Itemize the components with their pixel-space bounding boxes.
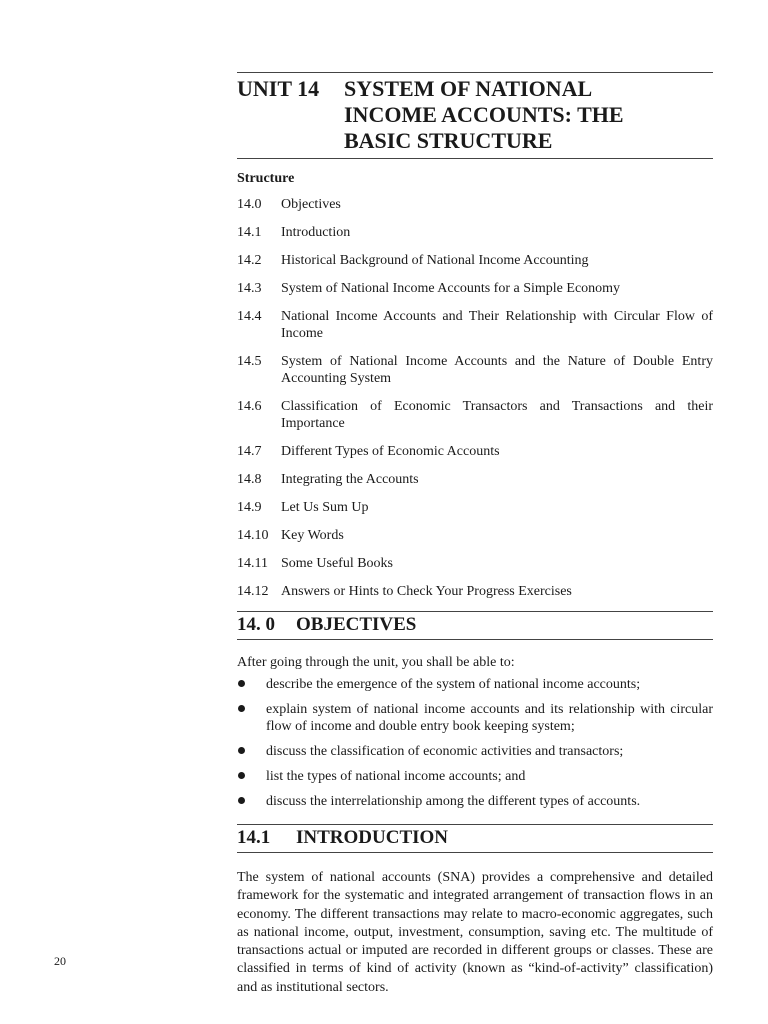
toc-item [237, 471, 713, 488]
bullet-icon [237, 743, 266, 760]
toc-text: System of National Income Accounts and the Nature of Double Entry Accounting System [281, 354, 713, 386]
list-item [237, 793, 713, 810]
toc-text: Key Words [281, 528, 344, 543]
toc-text: Different Types of Economic Accounts [281, 444, 500, 459]
page-number: 20 [54, 954, 66, 968]
toc-number: 14.6 [237, 399, 262, 414]
introduction-paragraph: The system of national accounts (SNA) provides a comprehensive and detailed framework for the systematic and integrated arrangement of transaction flows in an economy. The different transactions may relate to macro-economic aggregates, such as national income, output, investment, consumption, saving etc. The multitude of transactions actual or imputed are recorded in different groups or classes. These are classified in terms of kind of activity (known as “kind-of-activity” classification) and as institutional sectors. [237, 870, 713, 995]
toc-text: National Income Accounts and Their Relationship with Circular Flow of Income [281, 309, 713, 341]
toc-number: 14.5 [237, 354, 262, 369]
list-item [237, 676, 713, 693]
unit-title-line: BASIC STRUCTURE [344, 128, 553, 153]
toc-item [237, 443, 713, 460]
toc-number: 14.8 [237, 472, 262, 487]
bullet-text: discuss the interrelationship among the different types of accounts. [266, 794, 641, 809]
page-content [237, 72, 713, 997]
toc-item [237, 398, 713, 432]
bullet-text: list the types of national income accounts; and [266, 769, 526, 784]
list-item [237, 701, 713, 735]
toc-item [237, 527, 713, 544]
structure-heading: Structure [237, 171, 295, 186]
list-item [237, 743, 713, 760]
bullet-text: discuss the classification of economic activities and transactors; [266, 744, 624, 759]
toc-item [237, 499, 713, 516]
objectives-list [237, 676, 713, 810]
objectives-heading [237, 611, 713, 640]
unit-title-line: SYSTEM OF NATIONAL [344, 76, 593, 101]
toc-item [237, 224, 713, 241]
bullet-text: explain system of national income accounts and its relationship with circular flow of income and double entry book keeping system; [266, 702, 713, 734]
toc-text: Let Us Sum Up [281, 500, 369, 515]
toc-number: 14.9 [237, 500, 262, 515]
toc-item [237, 555, 713, 572]
toc-number: 14.1 [237, 225, 262, 240]
bullet-icon [237, 701, 266, 735]
toc-text: Historical Background of National Income Accounting [281, 253, 589, 268]
toc-number: 14.7 [237, 444, 262, 459]
section-title: INTRODUCTION [296, 827, 449, 848]
toc-item [237, 353, 713, 387]
bullet-icon [237, 793, 266, 810]
toc-item [237, 308, 713, 342]
toc-text: Classification of Economic Transactors and Transactions and their Importance [281, 399, 713, 431]
list-item [237, 768, 713, 785]
toc-item [237, 583, 713, 600]
bullet-icon [237, 768, 266, 785]
toc-text: Objectives [281, 197, 341, 212]
table-of-contents [237, 196, 713, 600]
introduction-heading [237, 824, 713, 853]
unit-header [237, 72, 713, 159]
unit-title [344, 76, 624, 154]
unit-title-line: INCOME ACCOUNTS: THE [344, 102, 624, 127]
section-number: 14. 0 [237, 614, 275, 635]
toc-item [237, 196, 713, 213]
toc-item [237, 280, 713, 297]
toc-number: 14.2 [237, 253, 262, 268]
toc-text: Some Useful Books [281, 556, 393, 571]
bullet-text: describe the emergence of the system of national income accounts; [266, 677, 641, 692]
toc-number: 14.4 [237, 309, 262, 324]
toc-text: Introduction [281, 225, 351, 240]
toc-number: 14.12 [237, 584, 269, 599]
objectives-intro: After going through the unit, you shall be able to: [237, 655, 515, 670]
toc-number: 14.0 [237, 197, 262, 212]
toc-text: System of National Income Accounts for a Simple Economy [281, 281, 621, 296]
unit-label: UNIT 14 [237, 76, 320, 101]
bullet-icon [237, 676, 266, 693]
toc-text: Integrating the Accounts [281, 472, 419, 487]
toc-text: Answers or Hints to Check Your Progress Exercises [281, 584, 572, 599]
toc-number: 14.11 [237, 556, 268, 571]
toc-item [237, 252, 713, 269]
section-number: 14.1 [237, 827, 271, 848]
toc-number: 14.10 [237, 528, 269, 543]
toc-number: 14.3 [237, 281, 262, 296]
section-title: OBJECTIVES [296, 614, 417, 635]
